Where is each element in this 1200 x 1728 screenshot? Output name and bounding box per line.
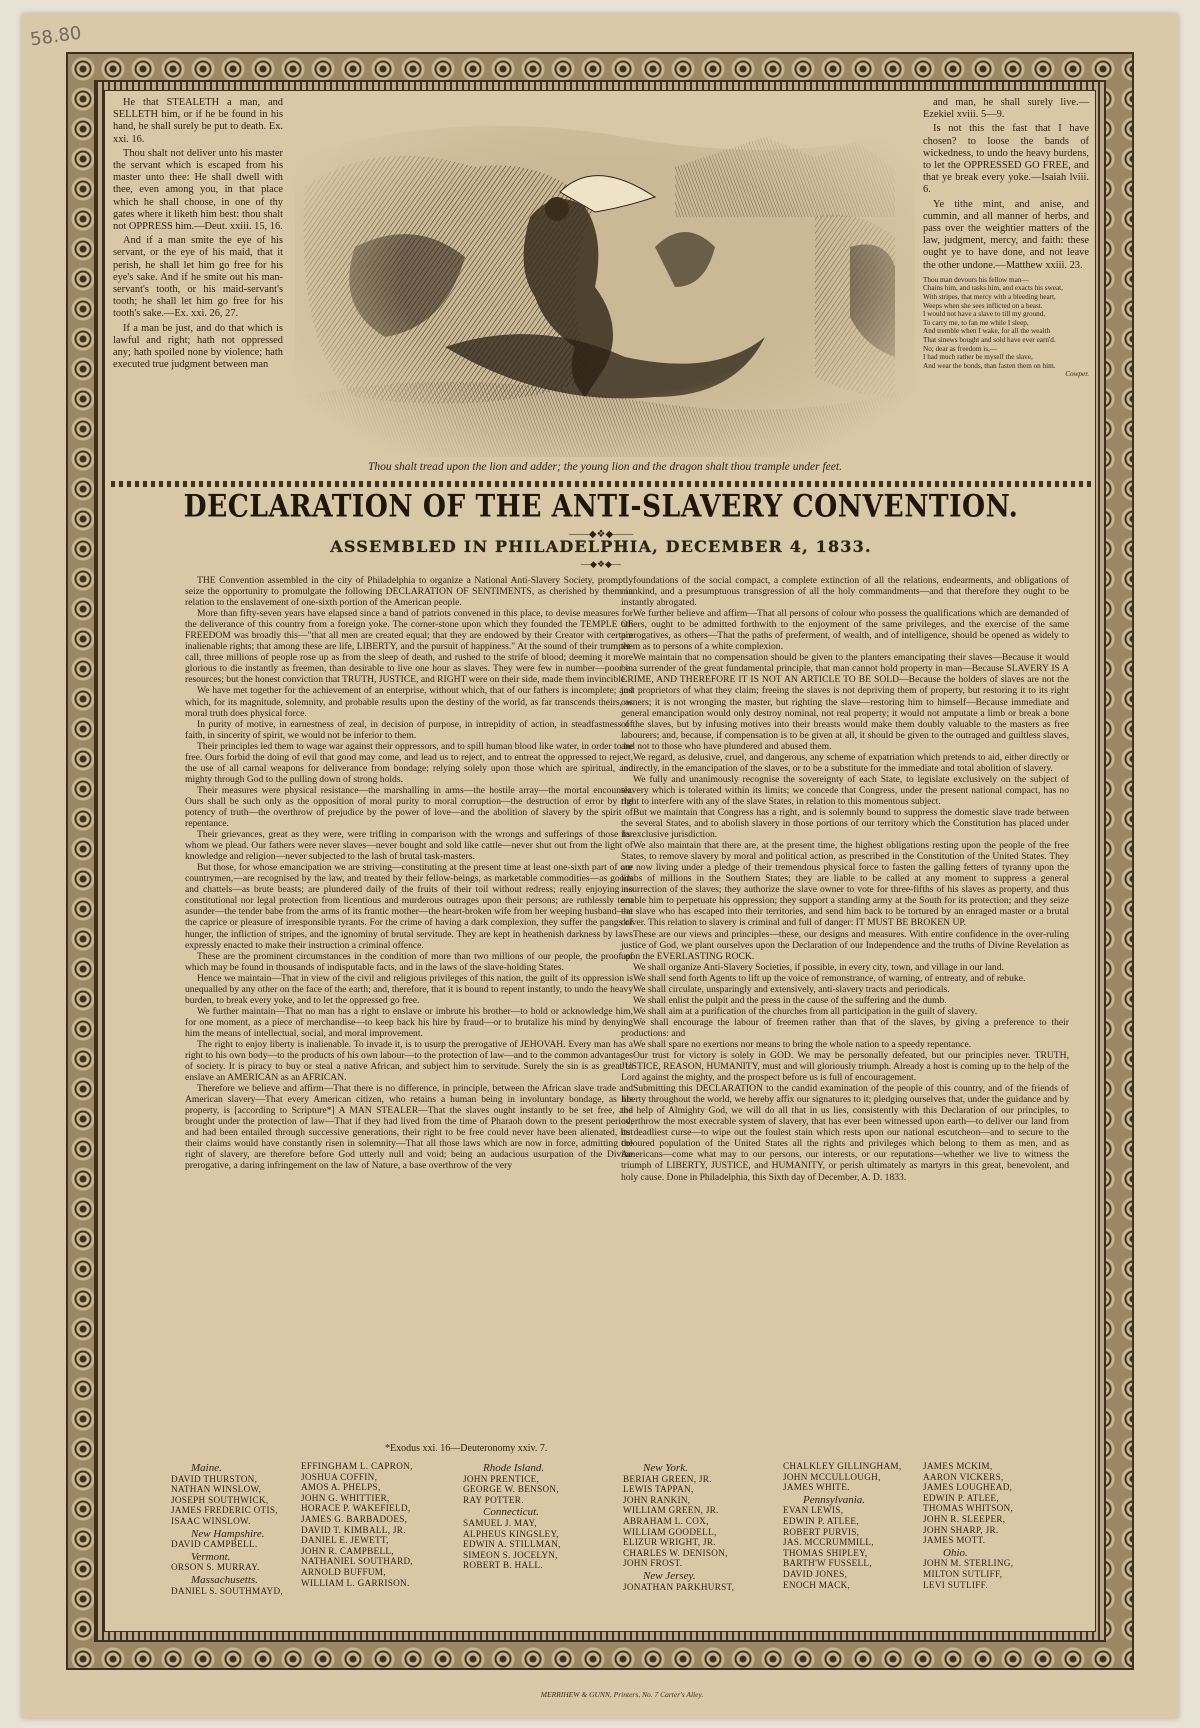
- signer-name: DAVID CAMPBELL.: [171, 1539, 258, 1550]
- scripture-verse-left-3: And if a man smite the eye of his servant, or the eye of his maid, that it perish, he shall let him go free for his eye's sake. And if he smite out his man-servant's tooth, or his maid-servant's tooth; he shall let him go free for his tooth's sake.—Ex. xxi. 26, 27.: [113, 235, 283, 320]
- poem-line: And wear the bonds, than fasten them on him.: [923, 361, 1056, 370]
- poem-line: That sinews bought and sold have ever earn'd.: [923, 336, 1056, 344]
- poem-line: I would not have a slave to till my ground,: [923, 310, 1046, 319]
- declaration-paragraph-right-7: We also maintain that there are, at the present time, the highest obligations resting upon the people of the free States, to remove slavery by moral and political action, as prescribed in the Constitution of the United States. They are now living under a pledge of their tremendous physical force to fasten the galling fetters of tyranny upon the limbs of millions in the Southern States; they are liable to be called at any moment to suppress a general insurrection of the slaves; they authorize the slave owner to vote for three-fifths of his slaves as property, and thus enable him to perpetuate his oppression; they support a standing army at the South for its protection; and they seize the slave who has escaped into their territories, and send him back to be tortured by an enraged master or a brutal driver. This relation to slavery is criminal and full of danger: IT MUST BE BROKEN UP.: [621, 840, 1069, 929]
- declaration-paragraph-left-3: We have met together for the achievement of an enterprise, without which, that of our fathers is incomplete; and which, for its magnitude, solemnity, and probable results upon the destiny of the world, as far transcends theirs, as moral truth does physical force.: [185, 685, 633, 719]
- declaration-paragraph-left-9: These are the prominent circumstances in the condition of more than two millions of our people, the proof of which may be found in thousands of indisputable facts, and in the laws of the slave-holding States.: [185, 950, 633, 973]
- signer-name: SAMUEL J. MAY,: [463, 1517, 537, 1528]
- state-heading: Massachusetts.: [191, 1573, 258, 1586]
- signer-name: WILLIAM L. GARRISON.: [301, 1577, 410, 1588]
- assembled-subtitle: ASSEMBLED IN PHILADELPHIA, DECEMBER 4, 1833.: [330, 537, 872, 556]
- scripture-footnote: *Exodus xxi. 16—Deuteronomy xxiv. 7.: [385, 1443, 548, 1454]
- content-area: [104, 90, 1096, 1632]
- declaration-paragraph-right-8: These are our views and principles—these, our designs and measures. With entire confidence in the over-ruling justice of God, we plant ourselves upon the Declaration of our Independence and the truths of Divine Revelation as upon the EVERLASTING ROCK.: [621, 928, 1069, 962]
- signer-name: EVAN LEWIS,: [783, 1505, 844, 1516]
- signer-name: THOMAS SHIPLEY,: [783, 1547, 868, 1558]
- signer-name: JOHN PRENTICE,: [463, 1473, 540, 1484]
- signer-name: ROBERT PURVIS,: [783, 1526, 860, 1537]
- signer-name: JOSHUA COFFIN,: [301, 1471, 378, 1482]
- signer-name: NATHANIEL SOUTHARD,: [301, 1556, 414, 1567]
- scripture-left-column: [113, 97, 283, 373]
- signature-column-4: [623, 1461, 734, 1592]
- scripture-verse-left-2: Thou shalt not deliver unto his master the servant which is escaped from his master unto thee: He shall dwell with thee, even among you, in that place which he shall choose, in one of thy gates where it liketh him best: thou shalt not OPPRESS him.—Deut. xxiii. 15, 16.: [113, 147, 283, 233]
- scripture-verse-right-3: Ye tithe mint, and anise, and cummin, and all manner of herbs, and pass over the weightier matters of the law, judgment, mercy, and faith: these ought ye to have done, and not leave the other undone.—Matthew xxiii. 23.: [923, 198, 1089, 271]
- signer-name: JOHN FROST.: [623, 1558, 683, 1569]
- declaration-paragraph-left-4: In purity of motive, in earnestness of zeal, in decision of purpose, in intrepidity of action, in steadfastness of faith, in sincerity of spirit, we would not be inferior to them.: [185, 718, 633, 741]
- declaration-paragraph-left-7: Their grievances, great as they were, were trifling in comparison with the wrongs and sufferings of those for whom we plead. Our fathers were never slaves—never bought and sold like cattle—never shut out from the light of knowledge and religion—never subjected to the lash of brutal task-masters.: [185, 829, 633, 863]
- signer-name: AMOS A. PHELPS,: [301, 1482, 381, 1493]
- engraving-illustration: [295, 97, 915, 457]
- signer-name: JAMES WHITE.: [783, 1482, 850, 1493]
- signer-name: HORACE P. WAKEFIELD,: [301, 1503, 411, 1514]
- signer-name: CHALKLEY GILLINGHAM,: [783, 1461, 902, 1471]
- signer-name: DAVID T. KIMBALL, JR.: [301, 1524, 406, 1535]
- declaration-paragraph-right-2: We further believe and affirm—That all persons of colour who possess the qualifications which are demanded of others, ought to be admitted forthwith to the enjoyment of the same privileges, and the exercise of the same prerogatives, as others—That the paths of preferment, of wealth, and of intelligence, should be opened as widely to them as to persons of a white complexion.: [621, 608, 1069, 653]
- declaration-paragraph-left-10: Hence we maintain—That in view of the civil and religious privileges of this nation, the guilt of its oppression is unequalled by any other on the face of the earth; and, therefore, that it is bound to repent instantly, to undo the heavy burden, to break every yoke, and to let the oppressed go free.: [185, 972, 633, 1006]
- signer-name: ABRAHAM L. COX,: [623, 1515, 709, 1526]
- signer-name: DAVID JONES,: [783, 1568, 848, 1579]
- signer-name: RAY POTTER.: [463, 1494, 524, 1505]
- signer-name: GEORGE W. BENSON,: [463, 1484, 559, 1495]
- declaration-paragraph-left-1: THE Convention assembled in the city of Philadelphia to organize a National Anti-Slavery Society, promptly seize the opportunity to promulgate the following DECLARATION OF SENTIMENTS, as cherished by them in relation to the enslavement of one-sixth portion of the American people.: [185, 575, 633, 609]
- signer-name: BERIAH GREEN, JR.: [623, 1473, 712, 1484]
- signer-name: EDWIN A. STILLMAN,: [463, 1539, 561, 1550]
- declaration-paragraph-left-8: But those, for whose emancipation we are striving—constituting at the present time at least one-sixth part of our countrymen,—are recognised by the law, and treated by their fellow-beings, as marketable commodities—as goods and chattels—as brute beasts; are plundered daily of the fruits of their toil without redress; really enjoying no constitutional nor legal protection from licentious and murderous outrages upon their persons; are ruthlessly torn asunder—the tender babe from the arms of its frantic mother—the heart-broken wife from her weeping husband—at the caprice or pleasure of irresponsible tyrants. For the crime of having a dark complexion, they suffer the pangs of hunger, the infliction of stripes, and the ignominy of brutal servitude. They are kept in heathenish darkness by laws expressly enacted to make their instruction a criminal offence.: [185, 862, 633, 951]
- declaration-paragraph-right-6: But we maintain that Congress has a right, and is solemnly bound to suppress the domestic slave trade between the several States, and to abolish slavery in those portions of our territory which the Constitution has placed under its exclusive jurisdiction.: [621, 806, 1069, 841]
- scripture-verse-right-1: and man, he shall surely live.—Ezekiel xviii. 5—9.: [923, 97, 1089, 121]
- signer-name: JOHN R. CAMPBELL,: [301, 1545, 394, 1556]
- state-heading: New Jersey.: [643, 1569, 696, 1582]
- declaration-paragraph-right-11: We shall circulate, unsparingly and extensively, anti-slavery tracts and periodicals.: [633, 983, 950, 995]
- poem-line: Chains him, and tasks him, and exacts his sweat,: [923, 284, 1063, 293]
- signer-name: JONATHAN PARKHURST,: [623, 1581, 735, 1592]
- poem-line: To carry me, to fan me while I sleep,: [923, 318, 1029, 327]
- signer-name: LEVI SUTLIFF.: [923, 1579, 988, 1590]
- declaration-paragraph-right-5: We fully and unanimously recognise the sovereignty of each State, to legislate exclusively on the subject of slavery which is tolerated within its limits; we concede that Congress, under the present national compact, has no right to interfere with any of the slave States, in relation to this momentous subject.: [621, 773, 1069, 807]
- signer-name: JAMES FREDERIC OTIS,: [171, 1505, 278, 1516]
- signer-name: ALPHEUS KINGSLEY,: [463, 1528, 559, 1539]
- scripture-right-verses: [923, 97, 1089, 272]
- signer-name: EDWIN P. ATLEE,: [783, 1515, 859, 1526]
- declaration-paragraph-right-13: We shall aim at a purification of the churches from all participation in the guilt of slavery.: [633, 1005, 978, 1017]
- scripture-verse-left-4: If a man be just, and do that which is lawful and right; hath not oppressed any; hath spoiled none by violence; hath executed true judgment between man: [113, 322, 283, 371]
- poem-line: Weeps when she sees inflicted on a beast.: [923, 301, 1043, 310]
- wavy-rule-divider: [111, 481, 1091, 487]
- declaration-paragraph-right-12: We shall enlist the pulpit and the press in the cause of the suffering and the dumb.: [633, 994, 947, 1006]
- title-ornament: ——◆❖◆——: [568, 529, 634, 540]
- declaration-paragraph-right-15: We shall spare no exertions nor means to bring the whole nation to a speedy repentance.: [633, 1038, 972, 1050]
- declaration-paragraph-right-17: Submitting this DECLARATION to the candid examination of the people of this country, and of the friends of liberty throughout the world, we hereby affix our signatures to it; pledging ourselves that, under the guidance and by the help of Almighty God, we will do all that in us lies, consistently with this Declaration of our principles, to overthrow the most execrable system of slavery, that has ever been witnessed upon earth—to deliver our land from its deadliest curse—to wipe out the foulest stain which rests upon our national escutcheon—and to secure to the coloured population of the United States all the rights and privileges which belong to them as men, and as Americans—come what may to our persons, our interests, or our reputations—whether we live to witness the triumph of LIBERTY, JUSTICE, and HUMANITY, or perish ultimately as martyrs in this great, benevolent, and holy cause. Done in Philadelphia, this Sixth day of December, A. D. 1833.: [621, 1083, 1069, 1183]
- signer-name: JOHN M. STERLING,: [923, 1558, 1014, 1569]
- declaration-paragraph-right-3: We maintain that no compensation should be given to the planters emancipating their slaves—Because it would be a surrender of the great fundamental principle, that man cannot hold property in man—Because SLAVERY IS A CRIME, AND THEREFORE IT IS NOT AN ARTICLE TO BE SOLD—Because the holders of slaves are not the just proprietors of what they claim; freeing the slaves is not depriving them of property, but restoring it to its right owners; it is not wronging the master, but righting the slave—restoring him to himself—Because immediate and general emancipation would only destroy nominal, not real property; it would not amputate a limb or break a bone of the slaves, but by infusing motives into their breasts would make them doubly valuable to the masters as free labourers; and, because, if compensation is to be given at all, it should be given to the outraged and guiltless slaves, and not to those who have plundered and abused them.: [621, 652, 1069, 752]
- signer-name: SIMEON S. JOCELYN,: [463, 1549, 558, 1560]
- signer-name: ROBERT B. HALL.: [463, 1560, 543, 1571]
- signer-name: DAVID THURSTON,: [171, 1473, 258, 1484]
- signer-name: WILLIAM GOODELL,: [623, 1526, 717, 1537]
- signer-name: ISAAC WINSLOW.: [171, 1515, 251, 1526]
- signer-name: JOHN SHARP, JR.: [923, 1524, 999, 1535]
- signer-name: ELIZUR WRIGHT, JR.: [623, 1537, 716, 1548]
- signer-name: JAMES G. BARBADOES,: [301, 1513, 408, 1524]
- pencil-mark: 58.80: [28, 22, 83, 51]
- state-heading: New York.: [643, 1462, 688, 1474]
- signer-name: ORSON S. MURRAY.: [171, 1562, 260, 1573]
- signer-name: JAMES LOUGHEAD,: [923, 1482, 1013, 1493]
- state-heading: Pennsylvania.: [803, 1493, 866, 1506]
- signatures-block: [171, 1461, 1071, 1611]
- declaration-title: DECLARATION OF THE ANTI-SLAVERY CONVENTION.: [183, 488, 1019, 525]
- poem-line: Thou man devours his fellow man—: [923, 275, 1029, 284]
- poem-line: And tremble when I wake, for all the wealth: [923, 327, 1051, 336]
- declaration-paragraph-left-13: Therefore we believe and affirm—That there is no difference, in principle, between the African slave trade and American slavery—That every American citizen, who retains a human being in involuntary bondage, as his property, is [according to Scripture*] A MAN STEALER—That the slaves ought instantly to be set free, and brought under the protection of law—That if they had lived from the time of Pharaoh down to the present period, and had been entailed through successive generations, their right to be free could never have been alienated, but their claims would have constantly risen in solemnity—That all those laws which are now in force, admitting the right of slavery, are therefore before God utterly null and void; being an audacious usurpation of the Divine prerogative, a daring infringement on the law of Nature, a base overthrow of the very: [185, 1083, 633, 1172]
- signature-column-6: [923, 1461, 1013, 1590]
- signer-name: JOSEPH SOUTHWICK,: [171, 1494, 269, 1505]
- signer-name: MILTON SUTLIFF,: [923, 1568, 1003, 1579]
- signer-name: LEWIS TAPPAN,: [623, 1484, 694, 1495]
- signer-name: NATHAN WINSLOW,: [171, 1484, 262, 1495]
- scripture-right-column: [923, 97, 1089, 379]
- signer-name: DANIEL S. SOUTHMAYD,: [171, 1585, 283, 1596]
- declaration-paragraph-left-12: The right to enjoy liberty is inalienable. To invade it, is to usurp the prerogative of JEHOVAH. Every man has a right to his own body—to the products of his own labour—to the protection of law—and to the common advantages of society. It is piracy to buy or steal a native African, and subject him to servitude. Surely the sin is as great to enslave an AMERICAN as an AFRICAN.: [185, 1038, 633, 1084]
- poem-attribution: Cowper.: [1065, 370, 1089, 379]
- signer-name: EFFINGHAM L. CAPRON,: [301, 1461, 413, 1471]
- signer-name: WILLIAM GREEN, JR.: [623, 1505, 719, 1516]
- subtitle-ornament: —◆❖◆—: [581, 559, 621, 569]
- signer-name: EDWIN P. ATLEE,: [923, 1492, 999, 1503]
- signer-name: JOHN G. WHITTIER,: [301, 1492, 390, 1503]
- signer-name: ARNOLD BUFFUM,: [301, 1566, 386, 1577]
- signer-name: JOHN R. SLEEPER,: [923, 1513, 1006, 1524]
- state-heading: Vermont.: [191, 1550, 231, 1563]
- signer-name: ENOCH MACK,: [783, 1579, 851, 1590]
- scripture-verse-right-2: Is not this the fast that I have chosen? to loose the bands of wickedness, to undo the heavy burdens, to let the OPPRESSED GO FREE, and that ye break every yoke.—Isaiah lviii. 6.: [923, 123, 1089, 196]
- signature-column-5: [783, 1461, 901, 1590]
- poem-line: With stripes, that mercy with a bleeding heart,: [923, 293, 1056, 302]
- state-heading: Maine.: [191, 1462, 222, 1474]
- state-heading: New Hampshire.: [191, 1527, 265, 1540]
- poem-line: I had much rather be myself the slave,: [923, 353, 1033, 362]
- signer-name: JAMES MOTT.: [923, 1535, 986, 1546]
- scripture-verse-left-1: He that STEALETH a man, and SELLETH him, or if he be found in his hand, he shall surely be put to death. Ex. xxi. 16.: [113, 97, 283, 145]
- signer-name: DANIEL E. JEWETT,: [301, 1535, 389, 1546]
- cowper-poem: [923, 276, 1089, 379]
- signer-name: JAMES MCKIM,: [923, 1461, 993, 1471]
- declaration-paragraph-right-10: We shall send forth Agents to lift up the voice of remonstrance, of warning, of entreaty, and of rebuke.: [633, 972, 1026, 984]
- printer-imprint: MERRIHEW & GUNN, Printers, No. 7 Carter's Alley.: [540, 1690, 704, 1699]
- signer-name: THOMAS WHITSON,: [923, 1503, 1014, 1514]
- declaration-right-column: [621, 575, 1069, 1183]
- declaration-paragraph-left-2: More than fifty-seven years have elapsed since a band of patriots convened in this place, to devise measures for the deliverance of this country from a foreign yoke. The corner-stone upon which they founded the TEMPLE OF FREEDOM was broadly this—"that all men are created equal; that they are endowed by their Creator with certain inalienable rights; that among these are life, LIBERTY, and the pursuit of happiness." At the sound of their trumpet-call, three millions of people rose up as from the sleep of death, and rushed to the strife of blood; deeming it more glorious to die instantly as freemen, than desirable to live one hour as slaves. They were few in number—poor in resources; but the honest conviction that TRUTH, JUSTICE, and RIGHT were on their side, made them invincible.: [185, 608, 633, 686]
- declaration-paragraph-right-16: Our trust for victory is solely in GOD. We may be personally defeated, but our principles never. TRUTH, JUSTICE, REASON, HUMANITY, must and will gloriously triumph. Already a host is coming up to the help of the Lord against the mighty, and the prospect before us is full of encouragement.: [621, 1050, 1069, 1084]
- signature-column-2: [301, 1461, 413, 1588]
- declaration-paragraph-right-4: We regard, as delusive, cruel, and dangerous, any scheme of expatriation which pretends to aid, either directly or indirectly, in the emancipation of the slaves, or to be a substitute for the immediate and total abolition of slavery.: [621, 751, 1069, 774]
- signer-name: BARTH'W FUSSELL,: [783, 1558, 872, 1569]
- signer-name: JAS. MCCRUMMILL,: [783, 1537, 874, 1548]
- poem-line: No; dear as freedom is,—: [923, 344, 998, 353]
- declaration-paragraph-right-1: foundations of the social compact, a complete extinction of all the relations, endearments, and obligations of mankind, and a presumptuous transgression of all the holy commandments—and that therefore they ought to be instantly abrogated.: [621, 575, 1069, 609]
- broadside-sheet: [22, 14, 1178, 1718]
- state-heading: Rhode Island.: [483, 1462, 545, 1474]
- signature-column-1: [171, 1461, 283, 1596]
- signer-name: JOHN MCCULLOUGH,: [783, 1471, 881, 1482]
- engraving-caption: Thou shalt tread upon the lion and adder; the young lion and the dragon shalt thou trample under feet.: [368, 461, 842, 473]
- signer-name: CHARLES W. DENISON,: [623, 1547, 728, 1558]
- declaration-paragraph-left-6: Their measures were physical resistance—the marshalling in arms—the hostile array—the mortal encounter. Ours shall be such only as the opposition of moral purity to moral corruption—the destruction of error by the potency of truth—the overthrow of prejudice by the power of love—and the abolition of slavery by the spirit of repentance.: [185, 784, 633, 830]
- signer-name: JOHN RANKIN,: [623, 1494, 691, 1505]
- signer-name: AARON VICKERS,: [923, 1471, 1004, 1482]
- declaration-paragraph-right-9: We shall organize Anti-Slavery Societies, if possible, in every city, town, and village in our land.: [633, 961, 1004, 973]
- declaration-paragraph-left-5: Their principles led them to wage war against their oppressors, and to spill human blood like water, in order to be free. Ours forbid the doing of evil that good may come, and lead us to reject, and to entreat the oppressed to reject, the use of all carnal weapons for deliverance from bondage; relying solely upon those which are spiritual, and mighty through God to the pulling down of strong holds.: [185, 740, 633, 785]
- declaration-paragraph-left-11: We further maintain—That no man has a right to enslave or imbrute his brother—to hold or acknowledge him, for one moment, as a piece of merchandise—to keep back his hire by fraud—or to brutalize his mind by denying him the means of intellectual, social, and moral improvement.: [185, 1005, 633, 1039]
- declaration-paragraph-right-14: We shall encourage the labour of freemen rather than that of the slaves, by giving a preference to their productions: and: [621, 1016, 1069, 1039]
- engraving-svg: [295, 97, 915, 457]
- signature-column-3: [463, 1461, 561, 1571]
- state-heading: Ohio.: [943, 1546, 968, 1559]
- declaration-left-column: [185, 575, 633, 1172]
- state-heading: Connecticut.: [483, 1506, 539, 1519]
